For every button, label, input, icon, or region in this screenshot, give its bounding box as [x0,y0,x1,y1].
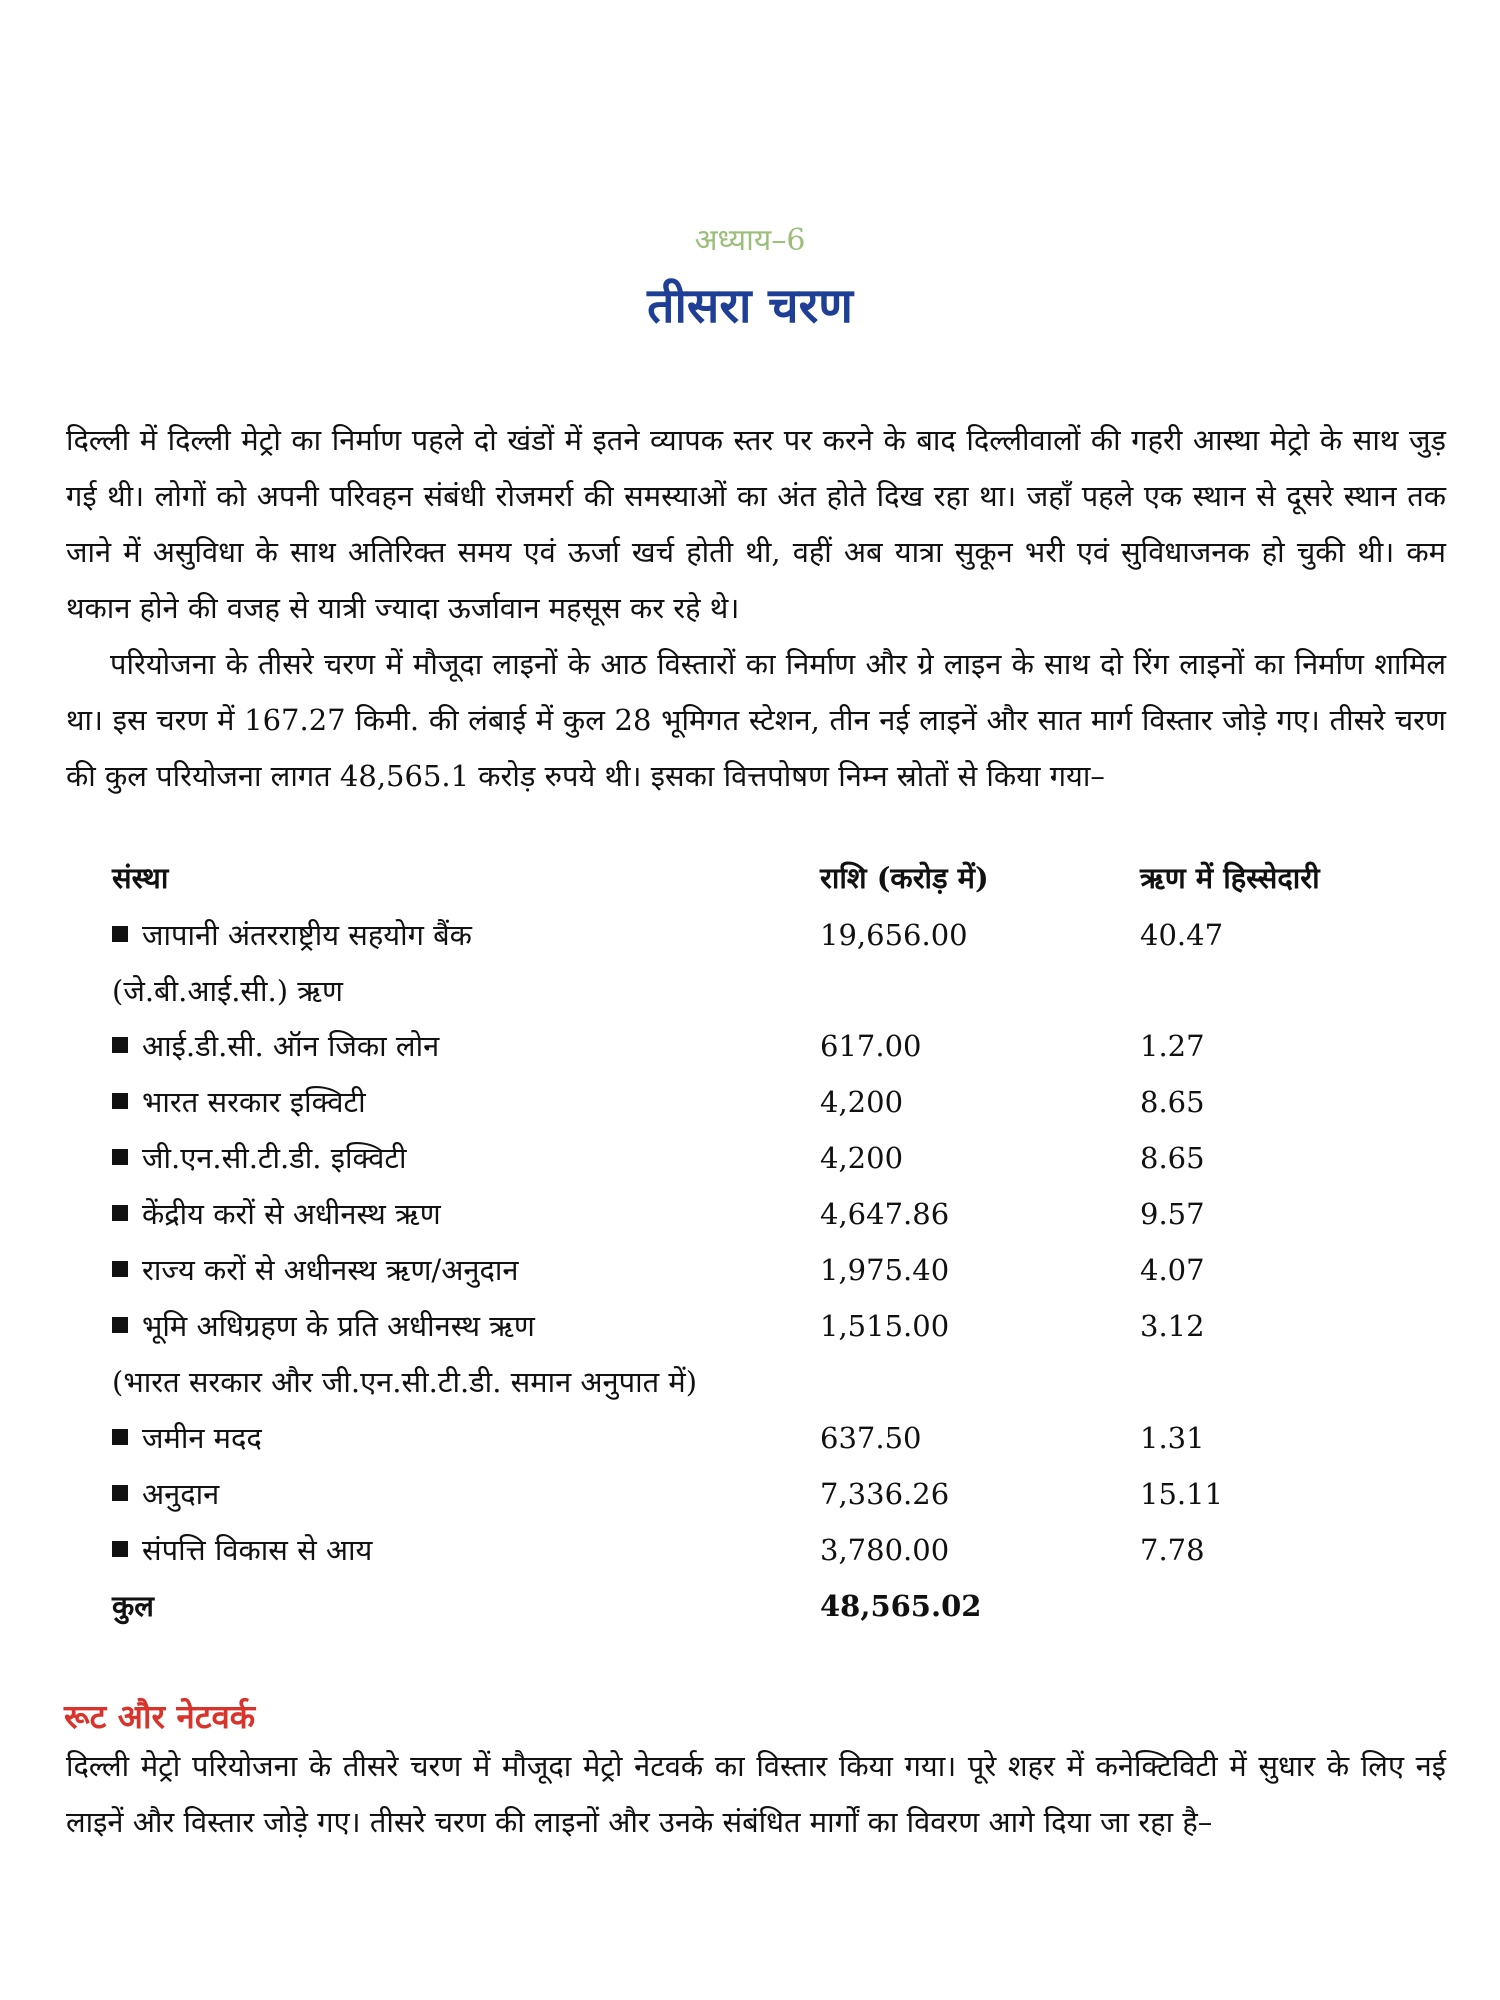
table-row-share: 3.12 [1140,1309,1205,1343]
table-row-share: 1.31 [1140,1421,1205,1455]
table-row-share: 7.78 [1140,1533,1205,1567]
table-row-share: 40.47 [1140,918,1224,952]
section-heading: रूट और नेटवर्क [64,1697,256,1736]
table-row-amount: 7,336.26 [820,1477,950,1511]
table-row-name: राज्य करों से अधीनस्थ ऋण/अनुदान [112,1250,518,1290]
bullet-icon [112,1429,128,1445]
table-row-name: केंद्रीय करों से अधीनस्थ ऋण [112,1194,441,1234]
bullet-icon [112,1205,128,1221]
bullet-icon [112,1093,128,1109]
table-row-name: संपत्ति विकास से आय [112,1530,372,1570]
bullet-icon [112,926,128,942]
header-share: ऋण में हिस्सेदारी [1140,861,1320,895]
bullet-icon [112,1541,128,1557]
table-row-share: 1.27 [1140,1029,1205,1063]
bullet-icon [112,1149,128,1165]
table-row-amount: 4,200 [820,1085,904,1119]
route-paragraph: दिल्ली मेट्रो परियोजना के तीसरे चरण में मौजूदा मेट्रो नेटवर्क का विस्तार किया गया। पूरे शहर में कनेक्टिविटी में सुधार के लिए नई लाइनें और विस्तार जोड़े गए। तीसरे चरण की लाइनों और उनके संबंधित मार्गों का विवरण आगे दिया जा रहा है– [66,1749,1446,1839]
table-row-name: आई.डी.सी. ऑन जिका लोन [112,1026,439,1066]
chapter-label: अध्याय–6 [694,223,806,258]
chapter-title: तीसरा चरण [647,278,853,334]
intro-paragraph: दिल्ली में दिल्ली मेट्रो का निर्माण पहले दो खंडों में इतने व्यापक स्तर पर करने के बाद दिल्लीवालों की गहरी आस्था मेट्रो के साथ जुड़ गई थी। लोगों को अपनी परिवहन संबंधी रोजमर्रा की समस्याओं का अंत होते दिख रहा था। जहाँ पहले एक स्थान से दूसरे स्थान तक जाने में असुविधा के साथ अतिरिक्त समय एवं ऊर्जा खर्च होती थी, वहीं अब यात्रा सुकून भरी एवं सुविधाजनक हो चुकी थी। कम थकान होने की वजह से यात्री ज्यादा ऊर्जावान महसूस कर रहे थे। [66,423,1446,625]
table-row-subtext: (जे.बी.आई.सी.) ऋण [112,974,344,1008]
table-row-amount: 4,200 [820,1141,904,1175]
bullet-icon [112,1317,128,1333]
table-row-amount: 19,656.00 [820,918,968,952]
table-row-subtext: (भारत सरकार और जी.एन.सी.टी.डी. समान अनुपात में) [112,1365,698,1399]
table-row-name: अनुदान [112,1474,219,1514]
total-label: कुल [112,1589,154,1623]
table-row-name: जमीन मदद [112,1418,262,1458]
table-row-name: भारत सरकार इक्विटी [112,1082,366,1122]
table-row-amount: 1,515.00 [820,1309,950,1343]
bullet-icon [112,1037,128,1053]
phase-paragraph: परियोजना के तीसरे चरण में मौजूदा लाइनों के आठ विस्तारों का निर्माण और ग्रे लाइन के साथ दो रिंग लाइनों का निर्माण शामिल था। इस चरण में 167.27 किमी. की लंबाई में कुल 28 भूमिगत स्टेशन, तीन नई लाइनें और सात मार्ग विस्तार जोड़े गए। तीसरे चरण की कुल परियोजना लागत 48,565.1 करोड़ रुपये थी। इसका वित्तपोषण निम्न स्रोतों से किया गया– [66,647,1446,793]
total-amount: 48,565.02 [820,1589,982,1623]
header-amount: राशि (करोड़ में) [820,861,989,895]
table-row-amount: 1,975.40 [820,1253,950,1287]
bullet-icon [112,1485,128,1501]
table-row-amount: 3,780.00 [820,1533,950,1567]
table-row-amount: 4,647.86 [820,1197,950,1231]
table-row-share: 15.11 [1140,1477,1224,1511]
table-row-share: 9.57 [1140,1197,1205,1231]
header-institution: संस्था [112,861,169,895]
table-row-name: जी.एन.सी.टी.डी. इक्विटी [112,1138,407,1178]
table-row-name: भूमि अधिग्रहण के प्रति अधीनस्थ ऋण [112,1306,535,1346]
table-row-share: 8.65 [1140,1141,1205,1175]
table-row-name: जापानी अंतरराष्ट्रीय सहयोग बैंक [112,915,472,955]
bullet-icon [112,1261,128,1277]
table-row-share: 8.65 [1140,1085,1205,1119]
table-row-share: 4.07 [1140,1253,1205,1287]
table-row-amount: 617.00 [820,1029,922,1063]
table-row-amount: 637.50 [820,1421,922,1455]
